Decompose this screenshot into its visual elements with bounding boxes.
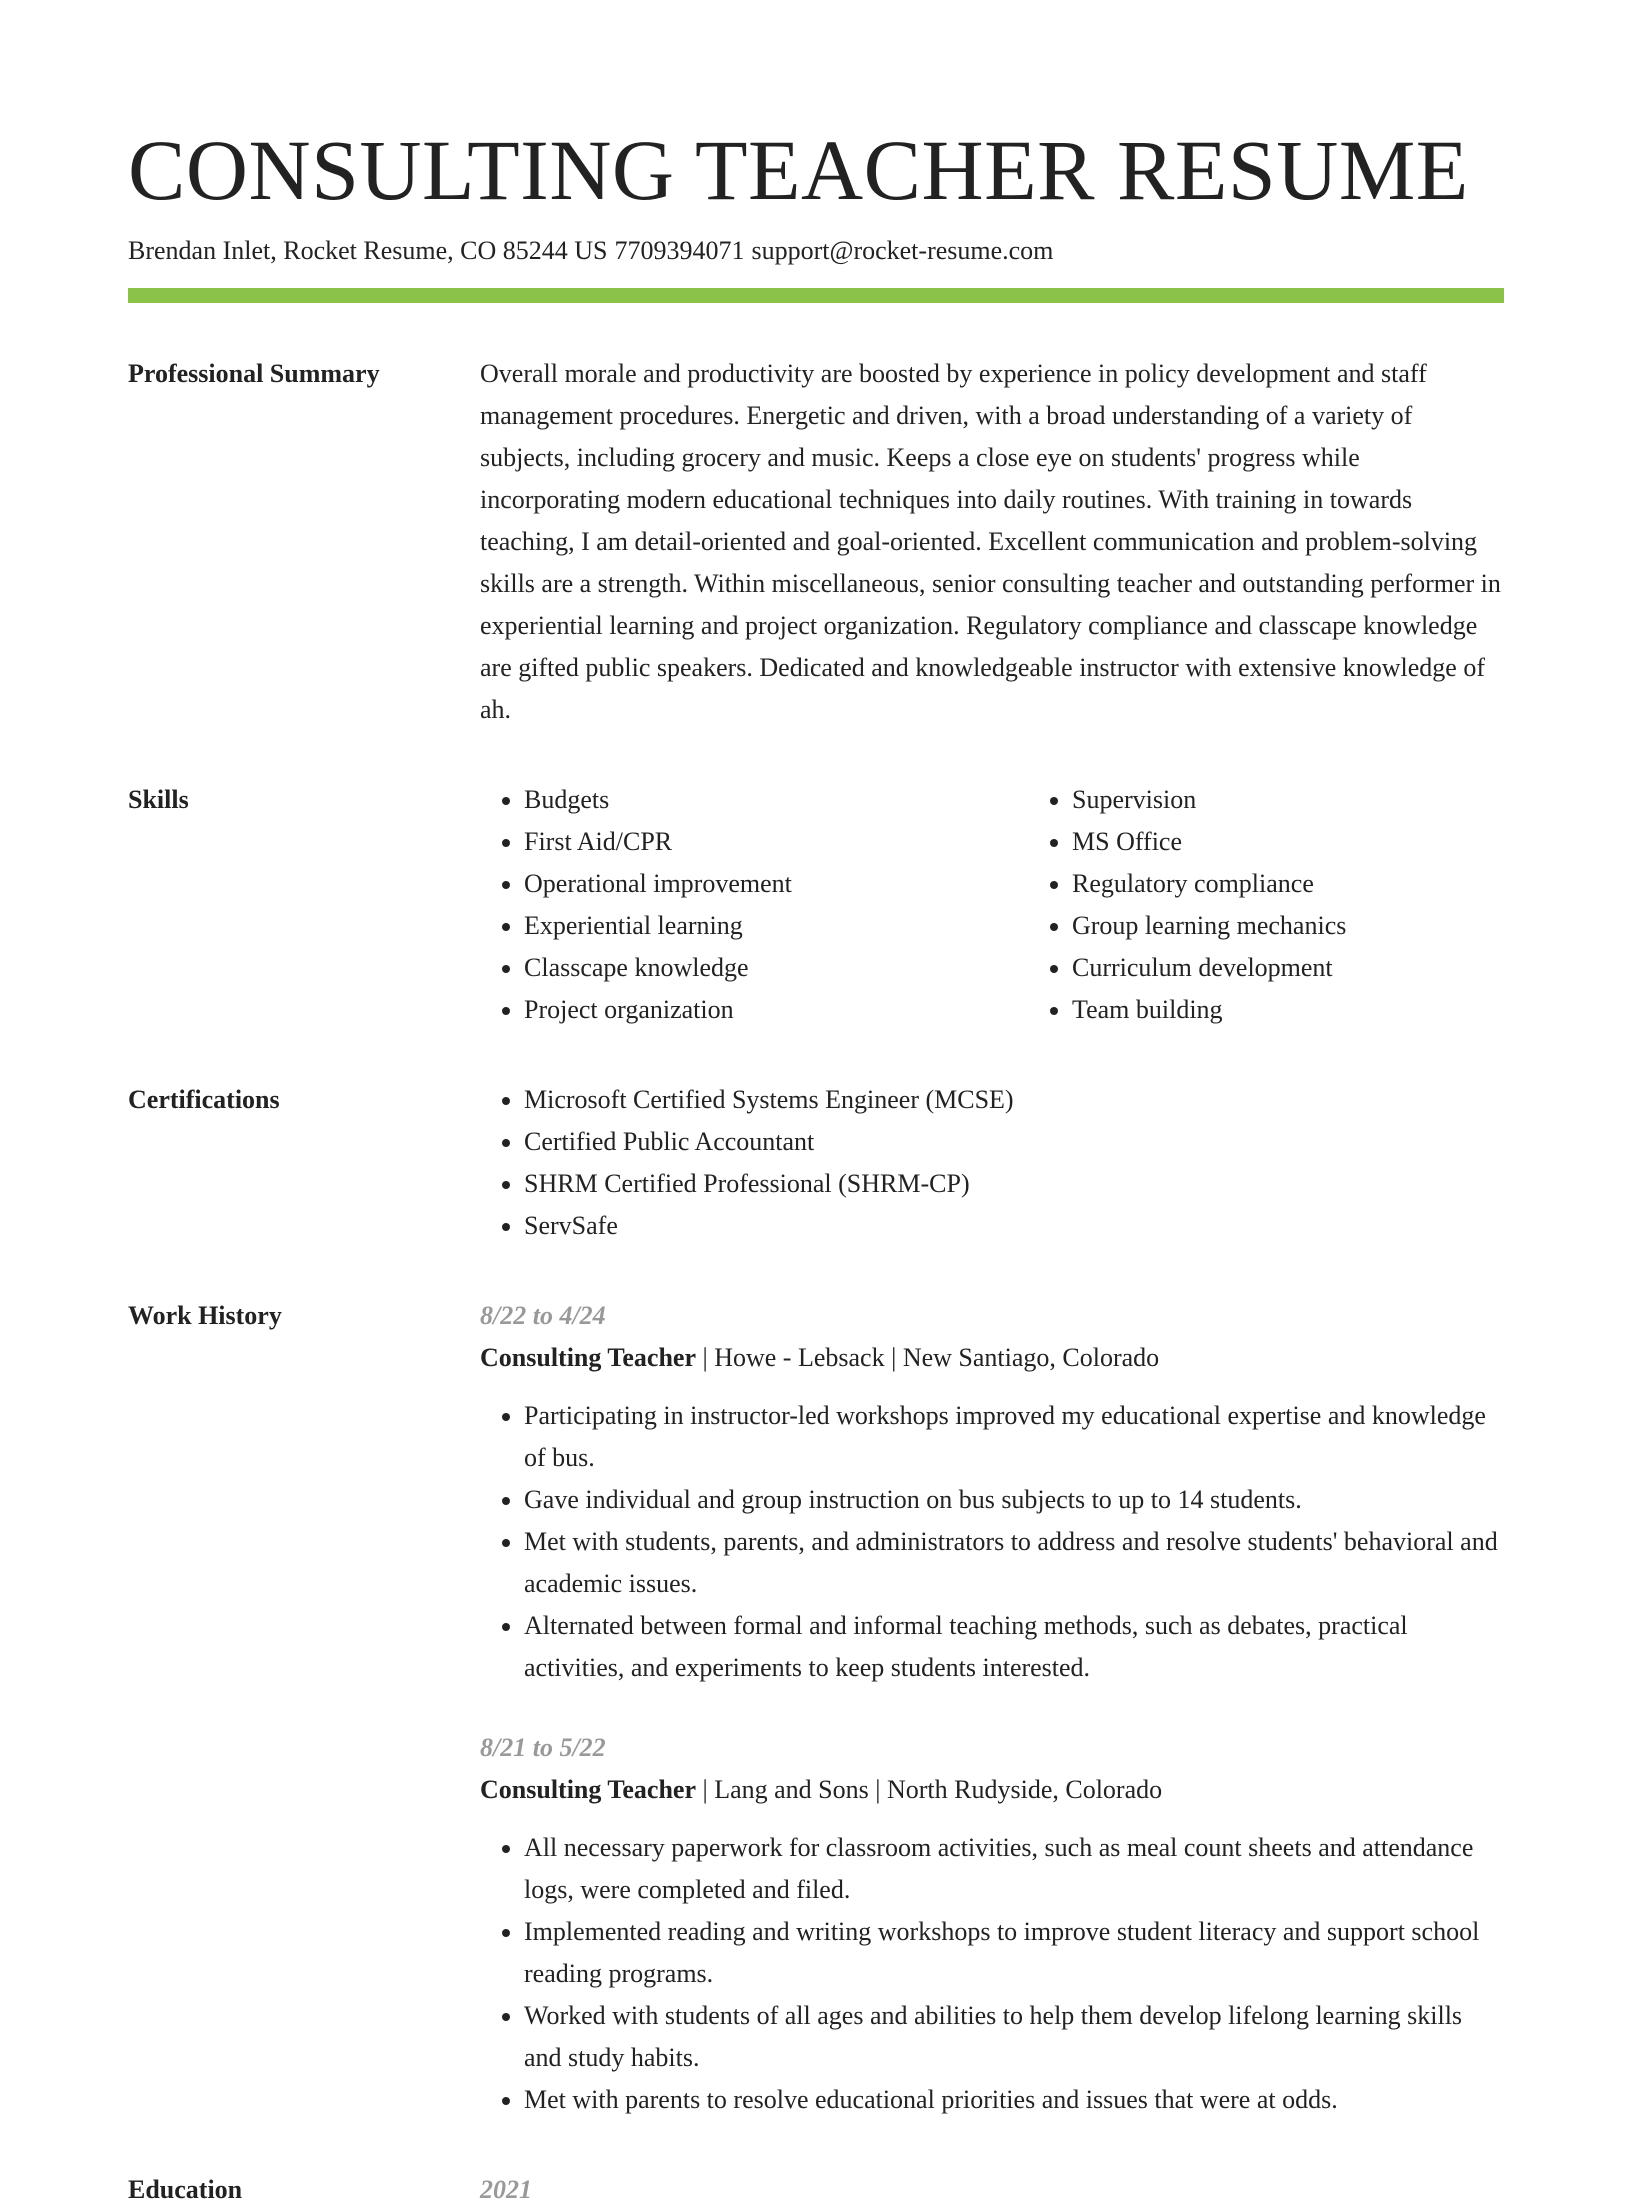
certifications-list: [480, 1079, 1504, 1247]
section-label-certifications: Certifications: [128, 1085, 280, 1114]
separator: |: [702, 1343, 708, 1372]
job-entry: [480, 1295, 1504, 1689]
skill-item: • MS Office: [1072, 821, 1576, 863]
job-heading: [480, 1769, 1504, 1811]
work-history-section: [128, 1295, 1504, 2121]
skill-item: • Curriculum development: [1072, 947, 1576, 989]
certification-item: • Microsoft Certified Systems Engineer (MCSE): [524, 1079, 1504, 1121]
skill-item: • First Aid/CPR: [524, 821, 1028, 863]
skill-item: • Experiential learning: [524, 905, 1028, 947]
certification-item: • ServSafe: [524, 1205, 1504, 1247]
certification-item: • SHRM Certified Professional (SHRM-CP): [524, 1163, 1504, 1205]
job-heading: [480, 1337, 1504, 1379]
summary-text: Overall morale and productivity are boosted by experience in policy development and staff management procedures. Energetic and driven, with a broad understanding of a variety of subjects, including grocery and music. Keeps a close eye on students' progress while incorporating modern educational techniques into daily routines. With training in towards teaching, I am detail-oriented and goal-oriented. Excellent communication and problem-solving skills are a strength. Within miscellaneous, senior consulting teacher and outstanding performer in experiential learning and project organization. Regulatory compliance and classcape knowledge are gifted public speakers. Dedicated and knowledgeable instructor with extensive knowledge of ah.: [480, 359, 1501, 724]
skill-item: • Supervision: [1072, 779, 1576, 821]
contact-email: support@rocket-resume.com: [751, 236, 1054, 265]
job-bullet: • Participating in instructor-led workshops improved my educational expertise and knowledge of bus.: [524, 1395, 1504, 1479]
job-bullet: • Met with parents to resolve educational priorities and issues that were at odds.: [524, 2079, 1504, 2121]
job-location: North Rudyside, Colorado: [886, 1775, 1163, 1804]
skill-item: • Classcape knowledge: [524, 947, 1028, 989]
separator: |: [875, 1775, 881, 1804]
skill-item: • Operational improvement: [524, 863, 1028, 905]
job-bullet: • All necessary paperwork for classroom activities, such as meal count sheets and attendance logs, were completed and filed.: [524, 1827, 1504, 1911]
resume-title: CONSULTING TEACHER RESUME: [128, 122, 1469, 218]
education-date: 2021: [480, 2175, 532, 2204]
job-bullet: • Alternated between formal and informal teaching methods, such as debates, practical activities, and experiments to keep students interested.: [524, 1605, 1504, 1689]
separator: |: [891, 1343, 897, 1372]
separator: |: [702, 1775, 708, 1804]
job-location: New Santiago, Colorado: [902, 1343, 1160, 1372]
job-entry: [480, 1727, 1504, 2121]
skill-item: • Regulatory compliance: [1072, 863, 1576, 905]
job-bullet: • Implemented reading and writing workshops to improve student literacy and support school reading programs.: [524, 1911, 1504, 1995]
section-label-summary: Professional Summary: [128, 359, 380, 388]
job-bullet: • Gave individual and group instruction on bus subjects to up to 14 students.: [524, 1479, 1504, 1521]
skill-item: • Team building: [1072, 989, 1576, 1031]
section-label-education: Education: [128, 2175, 243, 2204]
job-bullet: • Met with students, parents, and administrators to address and resolve students' behavioral and academic issues.: [524, 1521, 1504, 1605]
contact-address: Brendan Inlet, Rocket Resume, CO 85244 US: [128, 236, 608, 265]
job-company: Lang and Sons: [714, 1775, 869, 1804]
job-bullets: [480, 1395, 1504, 1689]
skill-item: • Project organization: [524, 989, 1028, 1031]
job-bullet: • Worked with students of all ages and abilities to help them develop lifelong learning skills and study habits.: [524, 1995, 1504, 2079]
contact-phone: 7709394071: [614, 236, 745, 265]
resume-page: [128, 0, 1504, 2211]
section-label-skills: Skills: [128, 785, 189, 814]
summary-section: [128, 353, 1504, 731]
skills-list-left: [480, 779, 1028, 1031]
job-dates: 8/22 to 4/24: [480, 1301, 606, 1330]
job-title: Consulting Teacher: [480, 1343, 696, 1372]
certifications-section: [128, 1079, 1504, 1247]
skill-item: • Budgets: [524, 779, 1028, 821]
section-label-work-history: Work History: [128, 1301, 282, 1330]
skills-list-right: [1028, 779, 1576, 1031]
skills-section: [128, 779, 1504, 1031]
header-divider: [128, 288, 1504, 303]
job-bullets: [480, 1827, 1504, 2121]
job-dates: 8/21 to 5/22: [480, 1733, 606, 1762]
job-company: Howe - Lebsack: [714, 1343, 885, 1372]
education-section: [128, 2169, 1504, 2211]
contact-line: [128, 234, 1504, 268]
certification-item: • Certified Public Accountant: [524, 1121, 1504, 1163]
skill-item: • Group learning mechanics: [1072, 905, 1576, 947]
job-title: Consulting Teacher: [480, 1775, 696, 1804]
